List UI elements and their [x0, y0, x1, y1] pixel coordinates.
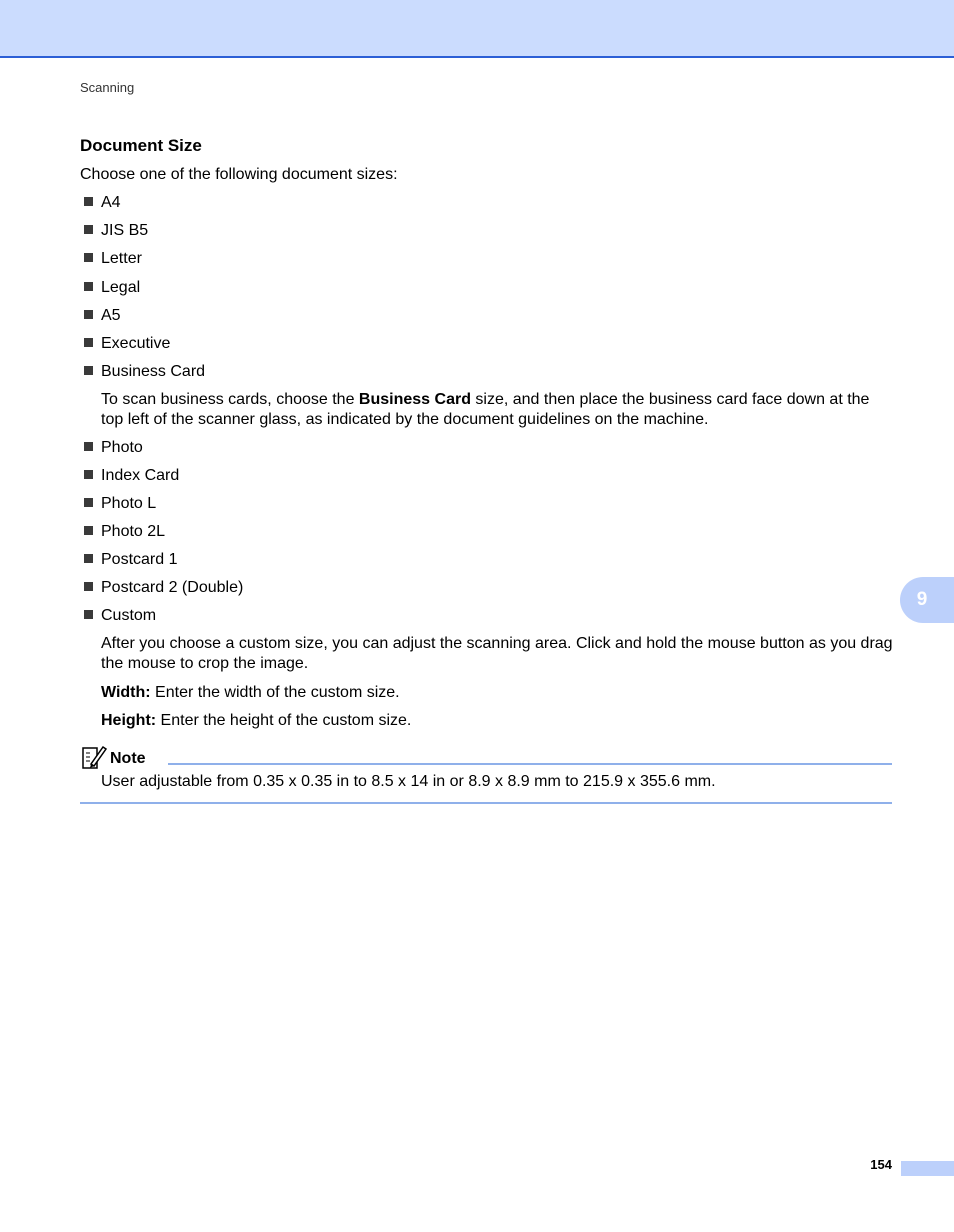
custom-height-line: Height: Enter the height of the custom size.: [101, 712, 412, 729]
note-bottom-rule: [80, 802, 892, 804]
note-label: Note: [110, 750, 146, 767]
top-header-band: [0, 0, 954, 58]
square-bullet-icon: [84, 498, 93, 507]
list-item: A4: [84, 194, 121, 212]
note-text: User adjustable from 0.35 x 0.35 in to 8.5 x 14 in or 8.9 x 8.9 mm to 215.9 x 355.6 mm.: [101, 773, 716, 790]
list-item: Index Card: [84, 467, 179, 485]
square-bullet-icon: [84, 225, 93, 234]
chapter-tab: 9: [900, 577, 954, 623]
list-item: Business Card: [84, 363, 205, 381]
custom-description: After you choose a custom size, you can adjust the scanning area. Click and hold the mouse button as you drag the mouse to crop the image.: [101, 635, 893, 672]
list-item: A5: [84, 307, 121, 325]
square-bullet-icon: [84, 366, 93, 375]
square-bullet-icon: [84, 554, 93, 563]
square-bullet-icon: [84, 442, 93, 451]
page-number: 154: [870, 1157, 892, 1172]
list-item: Postcard 1: [84, 551, 177, 569]
list-item: Photo: [84, 439, 143, 457]
running-header: Scanning: [80, 80, 135, 95]
square-bullet-icon: [84, 610, 93, 619]
list-item: Postcard 2 (Double): [84, 579, 243, 597]
list-item: JIS B5: [84, 222, 148, 240]
square-bullet-icon: [84, 582, 93, 591]
square-bullet-icon: [84, 310, 93, 319]
square-bullet-icon: [84, 282, 93, 291]
note-pencil-icon: [81, 744, 107, 770]
note-top-rule: [168, 763, 892, 765]
section-intro: Choose one of the following document sizes:: [80, 166, 398, 183]
list-item: Legal: [84, 279, 140, 297]
list-item: Custom: [84, 607, 156, 625]
square-bullet-icon: [84, 470, 93, 479]
list-item: Executive: [84, 335, 170, 353]
square-bullet-icon: [84, 253, 93, 262]
square-bullet-icon: [84, 338, 93, 347]
list-item: Photo L: [84, 495, 156, 513]
business-card-description: To scan business cards, choose the Business Card size, and then place the business card face down at the top left of the scanner glass, as indicated by the document guidelines on the machine.: [101, 391, 870, 428]
business-card-term: Business Card: [358, 391, 471, 408]
page-number-bar: [901, 1161, 954, 1176]
square-bullet-icon: [84, 526, 93, 535]
square-bullet-icon: [84, 197, 93, 206]
list-item: Letter: [84, 250, 142, 268]
list-item: Photo 2L: [84, 523, 165, 541]
section-title: Document Size: [80, 136, 202, 155]
custom-width-line: Width: Enter the width of the custom size.: [101, 684, 400, 701]
